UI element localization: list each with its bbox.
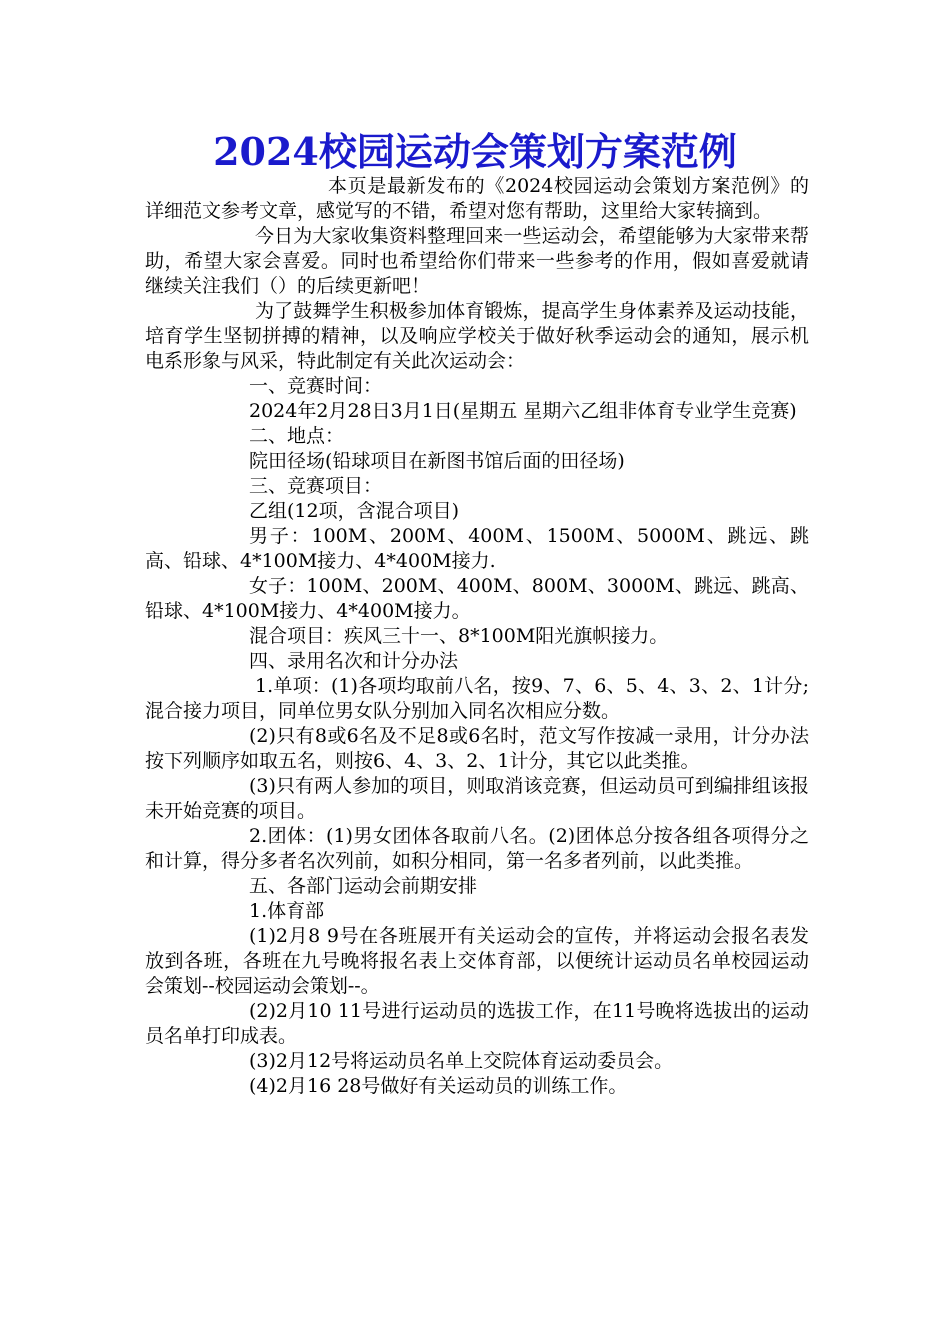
arrangement-2-paragraph: (2)2月10 11号进行运动员的选拔工作，在11号晚将选拔出的运动员名单打印成表。 (145, 1000, 809, 1047)
arrangement-1-paragraph: (1)2月8 9号在各班展开有关运动会的宣传，并将运动会报名表发放到各班，各班在九号晚将报名表上交体育部，以便统计运动员名单校园运动会策划--校园运动会策划--。 (145, 925, 809, 997)
scoring-rule-3-paragraph: (3)只有两人参加的项目，则取消该竞赛，但运动员可到编排组该报未开始竞赛的项目。 (145, 775, 809, 822)
group-paragraph: 乙组(12项，含混合项目) (249, 500, 460, 522)
section-heading-scoring: 四、录用名次和计分办法 (249, 650, 459, 672)
purpose-paragraph: 为了鼓舞学生积极参加体育锻炼，提高学生身体素养及运动技能，培育学生坚韧拼搏的精神，以及响应学校关于做好秋季运动会的通知，展示机电系形象与风采，特此制定有关此次运动会： (145, 300, 809, 372)
section-heading-location: 二、地点： (249, 425, 345, 447)
scoring-team-paragraph: 2.团体：(1)男女团体各取前八名。(2)团体总分按各组各项得分之和计算，得分多者名次列前，如积分相同，第一名多者列前，以此类推。 (145, 825, 809, 872)
section-heading-arrangements: 五、各部门运动会前期安排 (249, 875, 478, 897)
women-events-paragraph: 女子：100M、200M、400M、800M、3000M、跳远、跳高、铅球、4*100M接力、4*400M接力。 (145, 575, 809, 622)
location-paragraph: 院田径场(铅球项目在新图书馆后面的田径场) (249, 450, 625, 472)
time-paragraph: 2024年2月28日3月1日(星期五 星期六乙组非体育专业学生竞赛) (249, 400, 797, 422)
mixed-events-paragraph: 混合项目：疾风三十一、8*100M阳光旗帜接力。 (249, 625, 669, 647)
men-events-paragraph: 男子：100M、200M、400M、1500M、5000M、跳远、跳高、铅球、4*100M接力、4*400M接力. (145, 525, 809, 572)
scoring-rule-2-paragraph: (2)只有8或6名及不足8或6名时，范文写作按减一录用，计分办法按下列顺序如取五名，则按6、4、3、2、1计分，其它以此类推。 (145, 725, 809, 772)
intro-paragraph: 本页是最新发布的《2024校园运动会策划方案范例》的详细范文参考文章，感觉写的不错，希望对您有帮助，这里给大家转摘到。 (145, 175, 809, 222)
scoring-single-paragraph: 1.单项：(1)各项均取前八名，按9、7、6、5、4、3、2、1计分;混合接力项目，同单位男女队分别加入同名次相应分数。 (145, 675, 809, 722)
arrangement-3-paragraph: (3)2月12号将运动员名单上交院体育运动委员会。 (249, 1050, 674, 1072)
department-heading: 1.体育部 (249, 900, 325, 922)
document-body (145, 174, 809, 1099)
section-heading-events: 三、竞赛项目： (249, 475, 383, 497)
arrangement-4-paragraph: (4)2月16 28号做好有关运动员的训练工作。 (249, 1075, 628, 1097)
section-heading-time: 一、竞赛时间： (249, 375, 383, 397)
intro-paragraph-2: 今日为大家收集资料整理回来一些运动会，希望能够为大家带来帮助，希望大家会喜爱。同时也希望给你们带来一些参考的作用，假如喜爱就请继续关注我们（）的后续更新吧！ (145, 225, 809, 297)
document-title: 2024校园运动会策划方案范例 (213, 129, 737, 174)
